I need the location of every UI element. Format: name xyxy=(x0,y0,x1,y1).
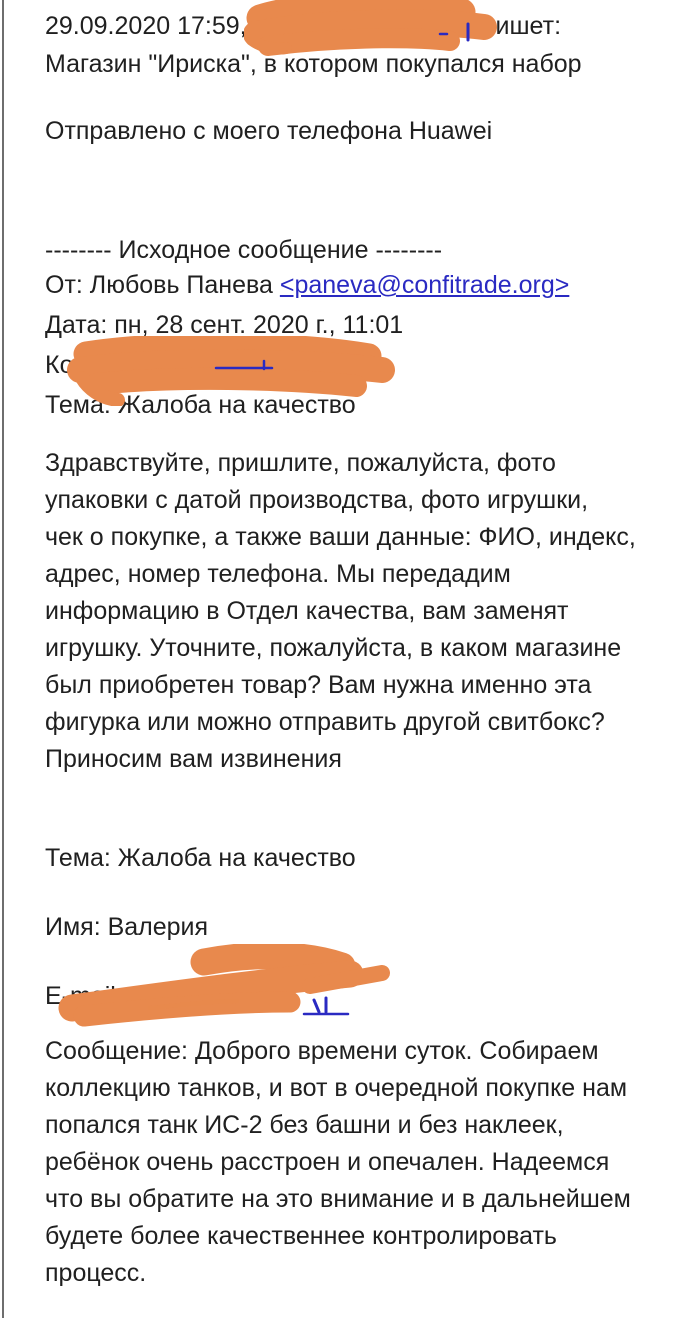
from-line xyxy=(45,265,569,305)
message-line: коллекцию танков, и вот в очередной покупке нам xyxy=(45,1074,628,1102)
message-line: попался танк ИС-2 без башни и без наклеек, xyxy=(45,1111,564,1139)
form-message-body xyxy=(45,1033,631,1292)
body-line: чек о покупке, а также ваши данные: ФИО, индекс, xyxy=(45,523,636,551)
forwarded-divider: -------- Исходное сообщение -------- xyxy=(45,236,443,264)
to-line: Кому: xyxy=(45,351,111,379)
message-line: будете более качественнее контролировать xyxy=(45,1222,557,1250)
body-line: Приносим вам извинения xyxy=(45,745,342,773)
form-subject-line: Тема: Жалоба на качество xyxy=(45,844,356,872)
reply-body xyxy=(45,445,636,778)
date-line: Дата: пн, 28 сент. 2020 г., 11:01 xyxy=(45,311,404,339)
quote-store-line: Магазин "Ириска", в котором покупался набор xyxy=(45,50,582,78)
message-line: Сообщение: Доброго времени суток. Собираем xyxy=(45,1037,599,1065)
body-line: был приобретен товар? Вам нужна именно эта xyxy=(45,671,592,699)
message-line: что вы обратите на это внимание и в дальнейшем xyxy=(45,1185,631,1213)
subject-line: Тема: Жалоба на качество xyxy=(45,391,356,419)
body-line: игрушку. Уточните, пожалуйста, в каком магазине xyxy=(45,634,622,662)
body-line: адрес, номер телефона. Мы передадим xyxy=(45,560,511,588)
form-email-line: E-mail: xyxy=(45,982,123,1010)
body-line: упаковки с датой производства, фото игрушки, xyxy=(45,486,589,514)
redacted-text-fragment xyxy=(304,998,348,1014)
quote-header-block xyxy=(45,7,582,83)
sender-email-link[interactable]: <paneva@confitrade.org> xyxy=(279,271,570,299)
quote-writes-text: пишет: xyxy=(482,12,562,40)
message-line: ребёнок очень расстроен и опечален. Надеемся xyxy=(45,1148,610,1176)
body-line: информацию в Отдел качества, вам заменят xyxy=(45,597,569,625)
message-line: процесс. xyxy=(45,1259,147,1287)
body-line: Здравствуйте, пришлите, пожалуйста, фото xyxy=(45,449,556,477)
from-name-text: От: Любовь Панева xyxy=(45,271,280,299)
body-line: фигурка или можно отправить другой свитбокс? xyxy=(45,708,605,736)
left-edge-rule xyxy=(2,0,4,1318)
forwarded-header-block xyxy=(45,265,569,425)
quote-date-text: 29.09.2020 17:59, xyxy=(45,12,247,40)
form-name-line: Имя: Валерия xyxy=(45,913,209,941)
quote-date-line xyxy=(45,7,582,45)
signature-line: Отправлено с моего телефона Huawei xyxy=(45,117,493,145)
